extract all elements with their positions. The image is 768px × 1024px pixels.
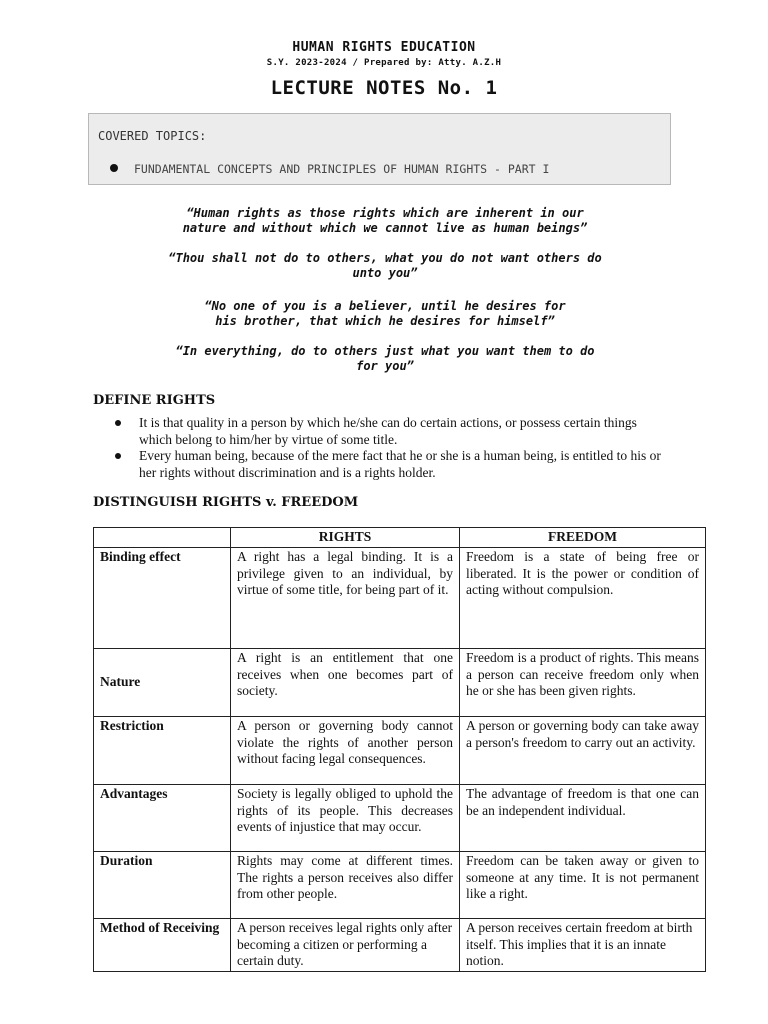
lecture-title: LECTURE NOTES No. 1: [270, 77, 498, 99]
quote-3: [90, 299, 680, 329]
bullet-icon: [110, 164, 118, 172]
row-label: Advantages: [94, 785, 231, 852]
quote-2: [90, 251, 680, 281]
rights-cell: A person or governing body cannot violate the rights of another person without facing legal consequences.: [231, 717, 460, 785]
freedom-cell: A person or governing body can take away a person's freedom to carry out an activity.: [460, 717, 706, 785]
freedom-cell: A person receives certain freedom at birth itself. This implies that it is an innate notion.: [460, 919, 706, 972]
row-label: Restriction: [94, 717, 231, 785]
row-label: Method of Receiving: [94, 919, 231, 972]
covered-topic-text: FUNDAMENTAL CONCEPTS AND PRINCIPLES OF HUMAN RIGHTS - PART I: [134, 162, 550, 176]
freedom-cell: The advantage of freedom is that one can be an independent individual.: [460, 785, 706, 852]
distinguish-heading: DISTINGUISH RIGHTS v. FREEDOM: [93, 495, 359, 510]
quote-line: “No one of you is a believer, until he desires for: [204, 299, 566, 313]
rights-cell: Society is legally obliged to uphold the rights of its people. This decreases events of injustice that may occur.: [231, 785, 460, 852]
table-row: [94, 717, 706, 785]
table-row: [94, 548, 706, 649]
document-subtitle: S.Y. 2023-2024 / Prepared by: Atty. A.Z.H: [266, 58, 502, 68]
quote-line: “Thou shall not do to others, what you do not want others do: [168, 251, 602, 265]
document-title: HUMAN RIGHTS EDUCATION: [292, 40, 476, 55]
quote-line: his brother, that which he desires for himself”: [215, 314, 555, 328]
freedom-cell: Freedom is a state of being free or liberated. It is the power or condition of acting without compulsion.: [460, 548, 706, 649]
quote-1: [90, 206, 680, 236]
rights-cell: A right is an entitlement that one receives when one becomes part of society.: [231, 649, 460, 717]
define-rights-list: [115, 415, 665, 481]
table-row: [94, 649, 706, 717]
covered-topic-item: [110, 162, 549, 176]
row-label: Binding effect: [94, 548, 231, 649]
list-item-text: It is that quality in a person by which he/she can do certain actions, or possess certain things which belong to him/her by virtue of some title.: [139, 415, 637, 447]
bullet-icon: [115, 420, 121, 426]
covered-topics-label: COVERED TOPICS:: [98, 129, 207, 143]
bullet-icon: [115, 453, 121, 459]
covered-topics-box: [88, 113, 671, 185]
freedom-cell: Freedom is a product of rights. This means a person can receive freedom only when he or she has been given rights.: [460, 649, 706, 717]
table-row: [94, 919, 706, 972]
row-label: Duration: [94, 852, 231, 919]
rights-vs-freedom-table: [93, 527, 706, 972]
list-item: [115, 448, 665, 481]
row-label-text: Nature: [100, 674, 141, 690]
header-cell-freedom: FREEDOM: [460, 528, 706, 548]
header-cell-rights: RIGHTS: [231, 528, 460, 548]
quote-line: “Human rights as those rights which are inherent in our: [186, 206, 584, 220]
quote-line: for you”: [356, 359, 414, 373]
row-label: [94, 649, 231, 717]
rights-cell: Rights may come at different times. The rights a person receives also differ from other people.: [231, 852, 460, 919]
table-header-row: [94, 528, 706, 548]
header-cell-empty: [94, 528, 231, 548]
rights-cell: A right has a legal binding. It is a privilege given to an individual, by virtue of some title, for being part of it.: [231, 548, 460, 649]
define-rights-heading: DEFINE RIGHTS: [93, 393, 216, 408]
quote-line: nature and without which we cannot live as human beings”: [182, 221, 588, 235]
freedom-cell: Freedom can be taken away or given to someone at any time. It is not permanent like a right.: [460, 852, 706, 919]
quote-line: “In everything, do to others just what you want them to do: [175, 344, 595, 358]
quote-line: unto you”: [352, 266, 418, 280]
list-item-text: Every human being, because of the mere fact that he or she is a human being, is entitled to his or her rights without discrimination and is a rights holder.: [139, 448, 661, 480]
quote-4: [90, 344, 680, 374]
table-row: [94, 852, 706, 919]
rights-cell: A person receives legal rights only after becoming a citizen or performing a certain duty.: [231, 919, 460, 972]
list-item: [115, 415, 665, 448]
table-row: [94, 785, 706, 852]
